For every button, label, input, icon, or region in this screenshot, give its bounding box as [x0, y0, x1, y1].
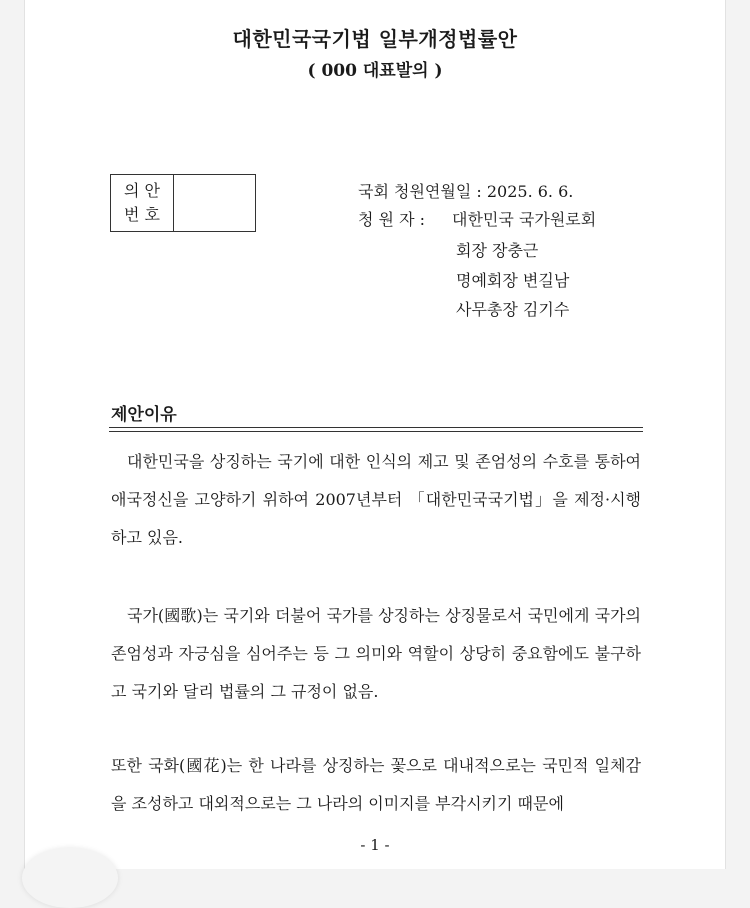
paragraph-3: 또한 국화(國花)는 한 나라를 상징하는 꽃으로 대내적으로는 국민적 일체감을 조성하고 대외적으로는 그 나라의 이미지를 부각시키기 때문에 — [111, 756, 641, 813]
document-title: 대한민국국기법 일부개정법률안 — [232, 27, 518, 51]
bill-number-label-line1: 의 안 — [124, 181, 160, 200]
petitioner-org: 대한민국 국가원로회 — [452, 210, 597, 229]
bill-number-box — [110, 174, 256, 232]
petitioner-honorary-chairman: 명예회장 변길남 — [456, 271, 570, 290]
bill-number-label — [111, 175, 174, 231]
petitioner-label: 청 원 자 : — [358, 210, 426, 229]
petitioner-secretary-general: 사무총장 김기수 — [456, 300, 570, 319]
floating-button-shadow[interactable] — [22, 848, 118, 908]
petition-date — [358, 179, 573, 202]
petition-date-value: 2025. 6. 6. — [486, 182, 574, 201]
document-subtitle: ( 000 대표발의 ) — [307, 61, 443, 81]
bill-number-value — [174, 175, 255, 231]
section-heading: 제안이유 — [111, 405, 177, 425]
page-number: - 1 - — [360, 836, 390, 854]
paragraph-2: 국가(國歌)는 국기와 더불어 국가를 상징하는 상징물로서 국민에게 국가의 존엄성과 자긍심을 심어주는 등 그 의미와 역할이 상당히 중요함에도 불구하고 국기와 달리 법률의 그 규정이 없음. — [111, 606, 641, 701]
document-page — [24, 0, 726, 869]
petition-date-label: 국회 청원연월일 : — [358, 182, 482, 201]
bill-number-label-line2: 번 호 — [124, 205, 160, 224]
paragraph-1: 대한민국을 상징하는 국기에 대한 인식의 제고 및 존엄성의 수호를 통하여 애국정신을 고양하기 위하여 2007년부터 「대한민국국기법」을 제정·시행하고 있음. — [111, 452, 641, 547]
petitioner-chairman: 회장 장충근 — [456, 241, 539, 260]
section-heading-rule — [109, 427, 643, 432]
